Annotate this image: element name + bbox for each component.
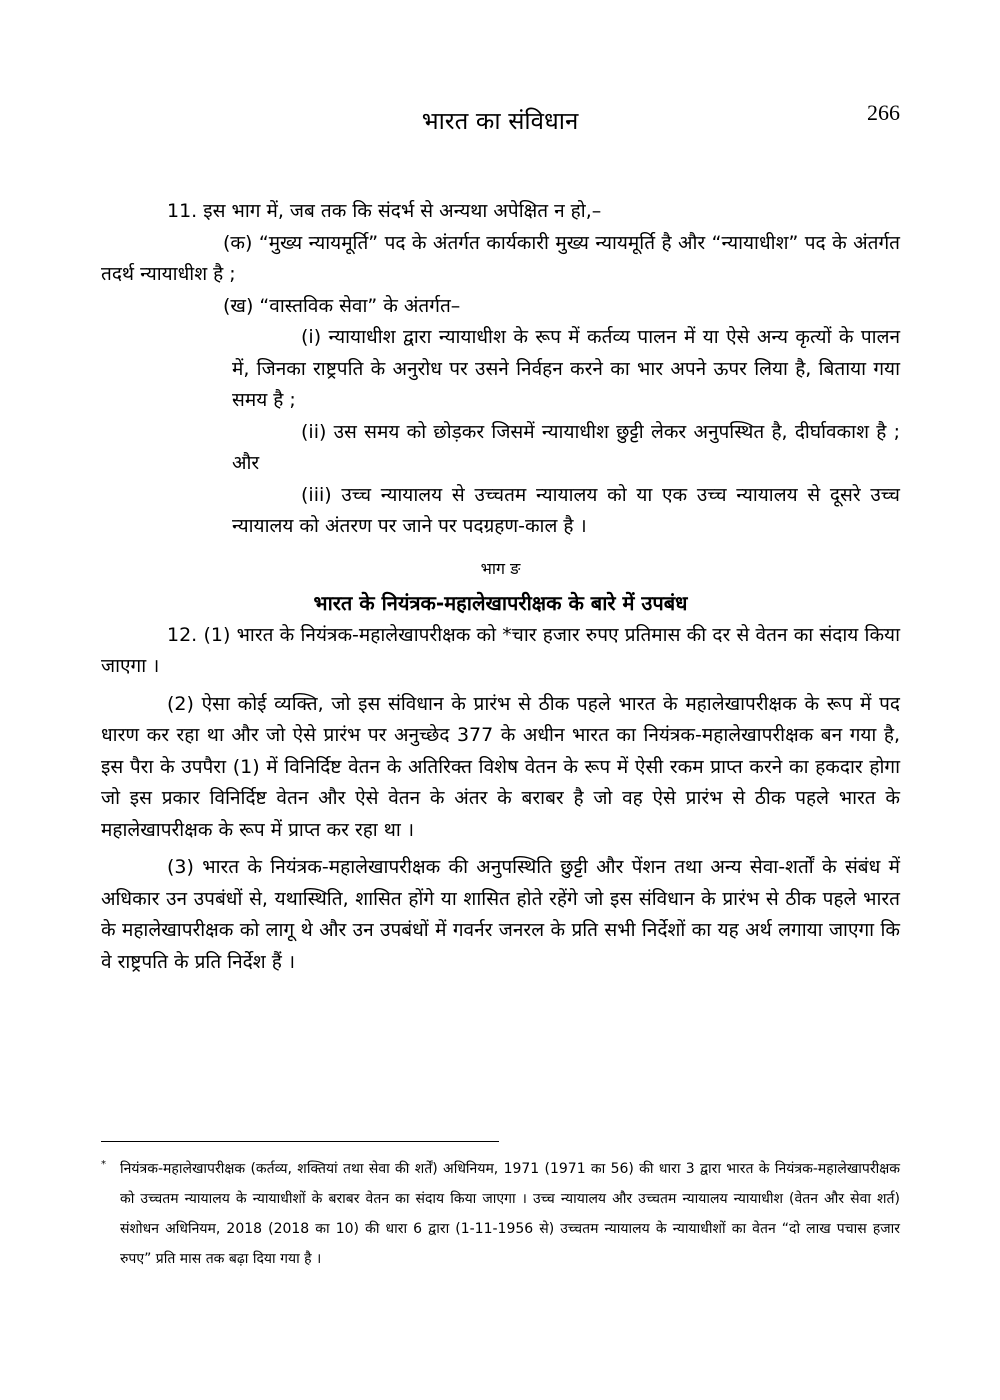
paragraph-11-intro: 11. इस भाग में, जब तक कि संदर्भ से अन्यथा अपेक्षित न हो,–: [167, 200, 602, 222]
paragraph-11-ka: (क) “मुख्य न्यायमूर्ति” पद के अंतर्गत कार्यकारी मुख्य न्यायमूर्ति है और “न्यायाधीश” पद के अंतर्गत तदर्थ न्यायाधीश है ;: [101, 231, 900, 285]
part-label: भाग ङ: [480, 558, 521, 578]
paragraph-11-kha: (ख) “वास्तविक सेवा” के अंतर्गत–: [223, 294, 461, 317]
paragraph-12-3: (3) भारत के नियंत्रक-महालेखापरीक्षक की अनुपस्थिति छुट्टी और पेंशन तथा अन्य सेवा-शर्तों के संबंध में अधिकार उन उपबंधों से, यथास्थिति, शासित होंगे या शासित होते रहेंगे जो इस संविधान के प्रारंभ से ठीक पहले भारत के महालेखापरीक्षक को लागू थे और उन उपबंधों में गवर्नर जनरल के प्रति सभी निर्देशों का यह अर्थ लगाया जाएगा कि वे राष्ट्रपति के प्रति निर्देश हैं ।: [101, 856, 900, 973]
footnote: [101, 1154, 900, 1274]
footnote-separator: [101, 1141, 499, 1142]
paragraph-12-2: (2) ऐसा कोई व्यक्ति, जो इस संविधान के प्रारंभ से ठीक पहले भारत के महालेखापरीक्षक के रूप में पद धारण कर रहा था और जो ऐसे प्रारंभ पर अनुच्छेद 377 के अधीन भारत का नियंत्रक-महालेखापरीक्षक बन गया है, इस पैरा के उपपैरा (1) में विनिर्दिष्ट वेतन के अतिरिक्त विशेष वेतन के रूप में ऐसी रकम प्राप्त करने का हकदार होगा जो इस प्रकार विनिर्दिष्ट वेतन और ऐसे वेतन के अंतर के बराबर है जो वह ऐसे प्रारंभ से ठीक पहले भारत के महालेखापरीक्षक के रूप में प्राप्त कर रहा था ।: [101, 692, 900, 841]
footnote-text: नियंत्रक-महालेखापरीक्षक (कर्तव्य, शक्तियां तथा सेवा की शर्तें) अधिनियम, 1971 (1971 का 56) की धारा 3 द्वारा भारत के नियंत्रक-महालेखापरीक्षक को उच्चतम न्यायालय के न्यायाधीशों के बराबर वेतन का संदाय किया जाएगा । उच्च न्यायालय और उच्चतम न्यायालय न्यायाधीश (वेतन और सेवा शर्त) संशोधन अधिनियम, 2018 (2018 का 10) की धारा 6 द्वारा (1-11-1956 से) उच्चतम न्यायालय के न्यायाधीशों का वेतन “दो लाख पचास हजार रुपए” प्रति मास तक बढ़ा दिया गया है ।: [120, 1161, 900, 1267]
footnote-marker: *: [101, 1159, 106, 1170]
paragraph-12-1: 12. (1) भारत के नियंत्रक-महालेखापरीक्षक को *चार हजार रुपए प्रतिमास की दर से वेतन का संदाय किया जाएगा ।: [101, 623, 900, 677]
page-title: भारत का संविधान: [421, 107, 579, 135]
paragraph-11-ii: (ii) उस समय को छोड़कर जिसमें न्यायाधीश छुट्टी लेकर अनुपस्थित है, दीर्घावकाश है ; और: [232, 420, 900, 474]
paragraph-11-iii: (iii) उच्च न्यायालय से उच्चतम न्यायालय को या एक उच्च न्यायालय से दूसरे उच्च न्यायालय को अंतरण पर जाने पर पदग्रहण-काल है ।: [232, 483, 900, 537]
document-body: [101, 196, 900, 978]
paragraph-11-i: (i) न्यायाधीश द्वारा न्यायाधीश के रूप में कर्तव्य पालन में या ऐसे अन्य कृत्यों के पालन में, जिनका राष्ट्रपति के अनुरोध पर उसने निर्वहन करने का भार अपने ऊपर लिया है, बिताया गया समय है ;: [232, 326, 900, 411]
part-heading: भारत के नियंत्रक-महालेखापरीक्षक के बारे में उपबंध: [313, 591, 688, 615]
page-number: 266: [867, 100, 900, 125]
